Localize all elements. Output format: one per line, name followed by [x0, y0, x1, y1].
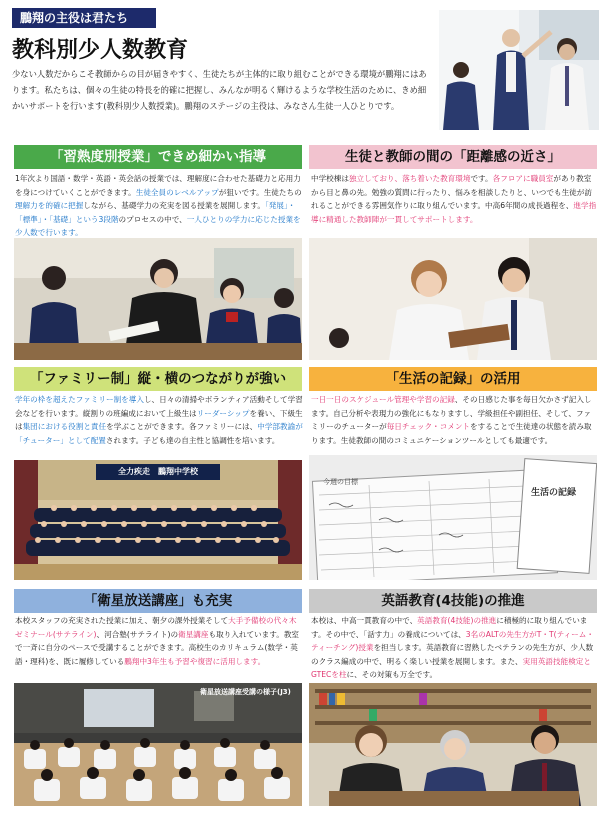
section-4-title: 「生活の記録」の活用	[309, 367, 597, 391]
s4-text-2: をすることで生徒達の状態を読み取ります。生徒教師の間のコミュニケーションツールとしても最適です。	[311, 422, 592, 445]
section-3-photo	[14, 460, 302, 580]
s6-text-4: に、その対策も万全です。	[346, 670, 438, 679]
section-5-body	[15, 614, 303, 668]
section-5-title: 「衛星放送講座」も充実	[14, 589, 302, 613]
s2-highlight-3: 進学指導に精通した教師陣が一貫してサポートします。	[311, 201, 597, 224]
s3-text-1: し、日々の清掃やボランティア活動そして学習会などを行います。縦割りの班編成において上級生は	[15, 395, 303, 418]
s6-highlight-1: 英語教育(4技能)の推進	[417, 616, 497, 625]
s6-text-3: を担当します。英語教育に習熟したベテランの先生方が、少人数のクラス編成の中で、明るく楽しい授業を展開します。また、	[311, 643, 594, 666]
lead-paragraph: 少ない人数だからこそ教師からの目が届きやすく、生徒たちが主体的に取り組むことができる環境が鵬翔にはあります。私たちは、個々の生徒の特長を的確に把握し、みんなが明るく輝けるような学校生活のために、きめ細かいサポートを行います(教科別少人数授業)。鵬翔のステージの主役は、みなさん生徒一人ひとりです。	[12, 69, 427, 111]
s1-highlight-2: 理解力を的確に把握	[15, 201, 84, 210]
section-6-photo	[309, 683, 597, 806]
section-1-body	[15, 172, 303, 240]
s3-highlight-1: 学年の枠を超えたファミリー制を導入	[15, 395, 144, 404]
section-4-body	[311, 393, 597, 447]
section-2-photo	[309, 238, 597, 360]
s1-text-1: 1年次より国語・数学・英語・英会話の授業では、理解度に合わせた基礎力と応用力を身につけていくことができます。	[15, 174, 301, 197]
s6-text-1: 本校は、中高一貫教育の中で、	[311, 616, 418, 625]
section-6-body	[311, 614, 597, 682]
s2-text-3: があり教室から目と鼻の先。勉強の質問に行ったり、悩みを相談したりと、いつでも生徒が訪れることができる雰囲気作りに取り組んでいます。中高6年間の成長過程を、	[311, 174, 592, 210]
s5-text-1: 本校スタッフの充実された授業に加え、朝夕の課外授業そして	[15, 616, 229, 625]
s4-text-1: 、その日感じた事を毎日欠かさず記入します。自己分析や表現力の強化にもなりますし、学級担任や副担任、そして、ファミリーのチューターが	[311, 395, 592, 431]
s4-highlight-2: 毎日チェック・コメント	[386, 422, 471, 431]
s3-highlight-4: 中学部教諭が「チューター」として配置	[15, 422, 303, 445]
section-6-title: 英語教育(4技能)の推進	[309, 589, 597, 613]
s5-text-3: も取り入れています。教室で一斉に自分のペースで受講することができます。高校生のカリキュラム(数学・英語・理科)を、既に履修している	[15, 629, 300, 666]
page-title: 教科別少人数教育	[12, 38, 189, 63]
s6-highlight-2: 3名のALTの先生方がT・T(ティーム・ティーチング)授業	[311, 629, 594, 652]
section-3-body	[15, 393, 303, 447]
s1-highlight-1: 生徒全員のレベルアップ	[135, 187, 219, 197]
s2-text-2: です。	[470, 174, 493, 183]
section-4-photo	[309, 455, 597, 580]
header-tag: 鵬翔の主役は君たち	[12, 8, 156, 28]
s1-text-2: が狙いです。生徒たちの	[218, 187, 302, 197]
section-5-photo	[14, 683, 302, 806]
sheet-label: 今週の目標	[323, 478, 358, 486]
s2-highlight-2: 各フロアに職員室	[492, 174, 554, 183]
s5-highlight-3: 鵬翔中3年生も予習や復習に活用します。	[124, 656, 266, 666]
notebook-title: 生活の記録	[531, 488, 577, 498]
s5-highlight-1: 大手予備校の代々木ゼミナール(サテライン)	[15, 616, 297, 639]
s1-text-3: しながら、基礎学力の充実を図る授業を展開します。	[83, 201, 265, 210]
s5-text-2: 、河合塾(サテライト)の	[96, 629, 179, 639]
s1-highlight-3: 「発展」・「標準」・「基礎」という3段階	[15, 201, 296, 224]
s6-highlight-3: 実用英語技能検定とGTECを柱	[311, 656, 591, 679]
s1-highlight-4: 一人ひとりの学力に応じた授業を少人数で行います。	[15, 214, 301, 237]
section-2-body	[311, 172, 597, 226]
s5-highlight-2: 衛星講座	[178, 629, 209, 639]
header-photo	[439, 10, 599, 130]
s2-text-1: 中学校棟は	[311, 174, 349, 183]
section-3-title: 「ファミリー制」縦・横のつながりが強い	[14, 367, 302, 391]
s2-highlight-1: 独立しており、落ち着いた教育環境	[348, 174, 471, 183]
s3-text-3: を学ぶことができます。各ファミリーには、	[106, 422, 258, 431]
s4-highlight-1: 一日一日のスケジュール管理や学習の記録	[311, 395, 455, 404]
school-banner: 全力疾走 鵬翔中学校	[118, 467, 198, 476]
section-2-title: 生徒と教師の間の「距離感の近さ」	[309, 145, 597, 169]
s3-text-4: されます。子ども達の自主性と協調性を培います。	[105, 435, 280, 445]
s3-highlight-3: 集団における役割と責任	[22, 422, 107, 431]
s3-highlight-2: リーダーシップ	[196, 408, 250, 418]
s3-text-2: を養い、下級生は	[15, 408, 303, 431]
section-5-photo-caption: 衛星放送講座受講の様子(J3)	[200, 688, 291, 696]
section-1-photo	[14, 238, 302, 360]
s1-text-4: のプロセスの中で、	[118, 214, 187, 224]
s6-text-2: に積極的に取り組んでいます。その中で、「話す力」の養成については、	[311, 616, 588, 639]
section-1-title: 「習熟度別授業」できめ細かい指導	[14, 145, 302, 169]
